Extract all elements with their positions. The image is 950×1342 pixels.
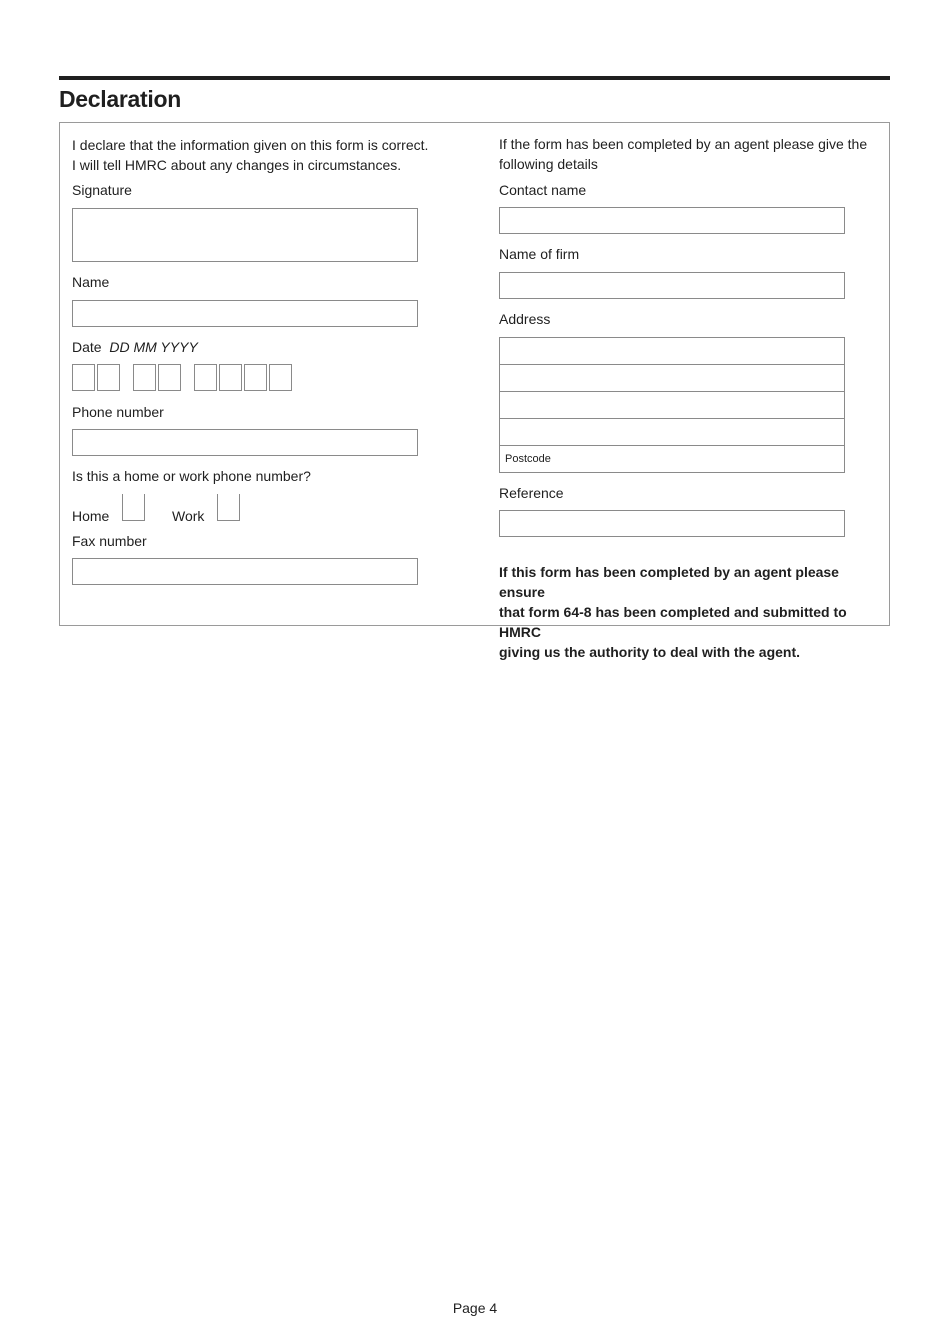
date-day-digit-1[interactable] — [72, 364, 95, 391]
postcode-label: Postcode — [505, 453, 551, 465]
date-month-digit-2[interactable] — [158, 364, 181, 391]
date-label: Date — [72, 339, 102, 355]
date-year-digit-4[interactable] — [269, 364, 292, 391]
agent-note-line-1: If this form has been completed by an agent please ensure — [499, 564, 839, 600]
agent-note-line-2: that form 64-8 has been completed and submitted to HMRC — [499, 604, 847, 640]
work-checkbox[interactable] — [217, 494, 240, 521]
agent-authority-note — [499, 562, 879, 662]
page-number: Page 4 — [452, 1300, 498, 1316]
phone-field[interactable] — [72, 429, 418, 456]
agent-intro-line-2: following details — [499, 156, 598, 172]
declaration-statement-line-1: I declare that the information given on this form is correct. — [72, 137, 429, 153]
phone-label: Phone number — [72, 404, 164, 420]
agent-note-line-3: giving us the authority to deal with the agent. — [499, 644, 801, 660]
address-line-4[interactable] — [500, 419, 844, 446]
home-checkbox[interactable] — [122, 494, 145, 521]
home-label: Home — [72, 508, 110, 524]
fax-label: Fax number — [72, 533, 147, 549]
declaration-statement-line-2: I will tell HMRC about any changes in circumstances. — [72, 157, 402, 173]
postcode-field[interactable] — [500, 446, 844, 473]
address-line-2[interactable] — [500, 365, 844, 392]
reference-label: Reference — [499, 485, 564, 501]
date-day-digit-2[interactable] — [97, 364, 120, 391]
address-block — [499, 337, 845, 473]
name-label: Name — [72, 274, 110, 290]
signature-field[interactable] — [72, 208, 418, 262]
date-format-hint: DD MM YYYY — [109, 339, 198, 355]
date-label-row — [72, 337, 198, 357]
firm-name-label: Name of firm — [499, 246, 580, 262]
date-year-digit-1[interactable] — [194, 364, 217, 391]
contact-name-label: Contact name — [499, 182, 587, 198]
reference-field[interactable] — [499, 510, 845, 537]
section-title: Declaration — [59, 86, 181, 112]
agent-intro-line-1: If the form has been completed by an agent please give the — [499, 136, 868, 152]
work-label: Work — [172, 508, 205, 524]
signature-label: Signature — [72, 182, 132, 198]
address-line-3[interactable] — [500, 392, 844, 419]
name-field[interactable] — [72, 300, 418, 327]
date-month-digit-1[interactable] — [133, 364, 156, 391]
contact-name-field[interactable] — [499, 207, 845, 234]
address-line-1[interactable] — [500, 338, 844, 365]
date-year-digit-2[interactable] — [219, 364, 242, 391]
section-top-rule — [59, 76, 890, 80]
date-year-digit-3[interactable] — [244, 364, 267, 391]
fax-field[interactable] — [72, 558, 418, 585]
address-label: Address — [499, 311, 551, 327]
firm-name-field[interactable] — [499, 272, 845, 299]
phone-type-question: Is this a home or work phone number? — [72, 468, 311, 484]
